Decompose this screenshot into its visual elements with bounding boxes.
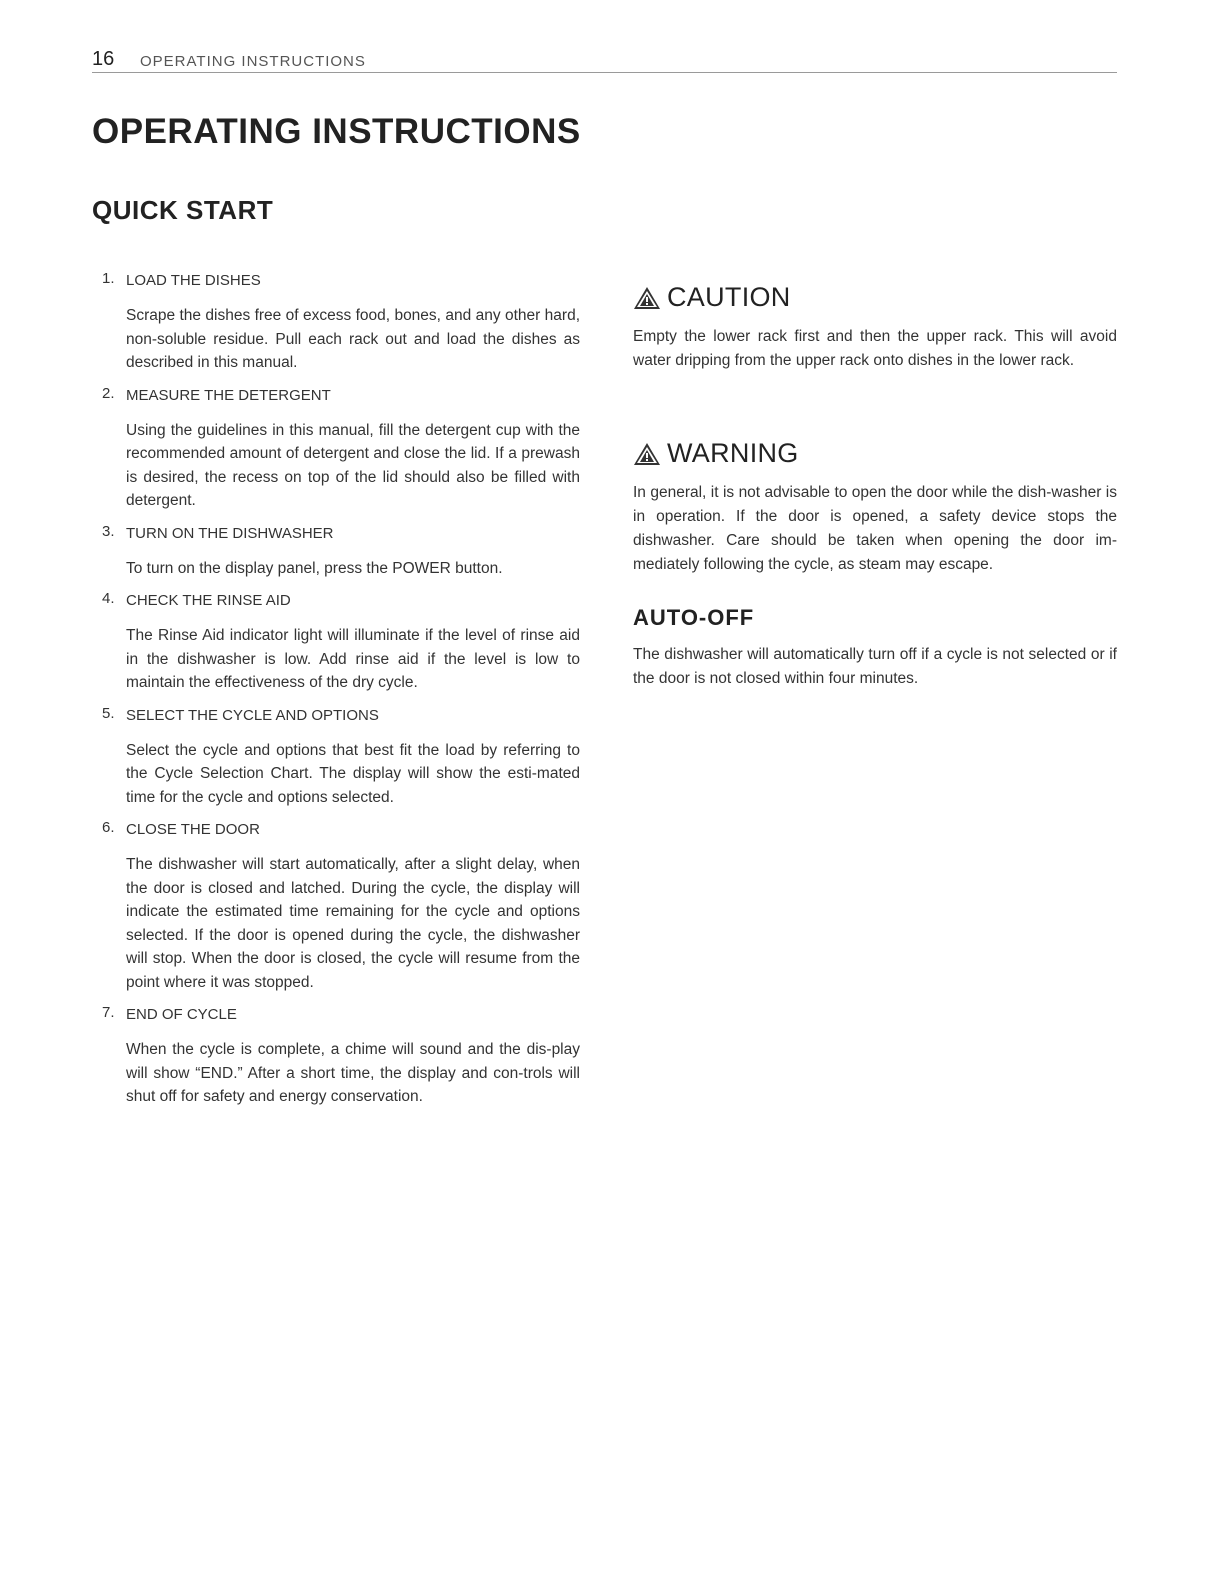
step-number: 1. (102, 270, 115, 287)
step-number: 5. (102, 704, 115, 722)
step-number: 3. (102, 522, 115, 540)
warning-title (633, 438, 1117, 469)
warning-box (633, 438, 1117, 577)
step-item (92, 385, 580, 513)
warning-triangle-icon (633, 286, 661, 310)
step-body: The Rinse Aid indicator light will illuminate if the level of rinse aid in the dishwasher is low. Add rinse aid if the level is low to maintain the effectiveness of the dry cycle. (126, 627, 580, 691)
auto-off-section (633, 605, 1117, 691)
warning-triangle-icon (633, 442, 661, 466)
caution-box (633, 282, 1117, 373)
caution-title (633, 282, 1117, 313)
step-heading: CHECK THE RINSE AID (126, 592, 291, 609)
step-number: 2. (102, 384, 115, 402)
caution-body: Empty the lower rack first and then the upper rack. This will avoid water dripping from the upper rack onto dishes in the lower rack. (633, 328, 1117, 369)
step-item (92, 705, 580, 810)
step-body: Scrape the dishes free of excess food, bones, and any other hard, non-soluble residue. Pull each rack out and load the dishes as described in this manual. (126, 307, 580, 371)
step-heading: TURN ON THE DISHWASHER (126, 524, 334, 542)
step-item (92, 523, 580, 581)
step-heading: CLOSE THE DOOR (126, 821, 260, 838)
warning-body: In general, it is not advisable to open the door while the dish-washer is in operation. If the door is opened, a safety device stops the dishwasher. Care should be taken when opening the door im-mediately following the cycle, as steam may escape. (633, 484, 1117, 573)
step-body: Using the guidelines in this manual, fill the detergent cup with the recommended amount of detergent and close the lid. If a prewash is desired, the recess on top of the lid should also be filled with detergent. (126, 421, 580, 509)
step-body: The dishwasher will start automatically, after a slight delay, when the door is closed and latched. During the cycle, the display will indicate the estimated time remaining for the cycle and options selected. If the door is opened during the cycle, the dishwasher will stop. When the door is closed, the cycle will resume from the point where it was stopped. (126, 856, 580, 991)
step-number: 6. (102, 819, 115, 836)
auto-off-title: AUTO-OFF (633, 605, 755, 630)
step-body: Select the cycle and options that best fit the load by referring to the Cycle Selection Chart. The display will show the esti-mated time for the cycle and options selected. (126, 741, 580, 806)
quick-start-steps (92, 270, 580, 1119)
step-heading: END OF CYCLE (126, 1006, 237, 1023)
step-body: To turn on the display panel, press the POWER button. (126, 559, 503, 577)
caution-title-text: CAUTION (667, 282, 791, 312)
step-item (92, 819, 580, 994)
step-heading: SELECT THE CYCLE AND OPTIONS (126, 706, 379, 724)
warning-title-text: WARNING (667, 438, 799, 468)
step-item (92, 270, 580, 375)
step-item (92, 590, 580, 695)
page-number: 16 (92, 48, 115, 70)
step-item (92, 1004, 580, 1109)
step-heading: MEASURE THE DETERGENT (126, 386, 331, 404)
page-title: OPERATING INSTRUCTIONS (92, 112, 581, 151)
section-title-quick-start: QUICK START (92, 195, 274, 225)
running-header-title: OPERATING INSTRUCTIONS (140, 53, 366, 70)
step-number: 4. (102, 590, 115, 607)
step-number: 7. (102, 1004, 115, 1021)
auto-off-body: The dishwasher will automatically turn off if a cycle is not selected or if the door is not closed within four minutes. (633, 646, 1117, 687)
running-header (92, 46, 1117, 73)
step-body: When the cycle is complete, a chime will sound and the dis-play will show “END.” After a short time, the display and con-trols will shut off for safety and energy conservation. (126, 1041, 580, 1105)
step-heading: LOAD THE DISHES (126, 272, 261, 289)
